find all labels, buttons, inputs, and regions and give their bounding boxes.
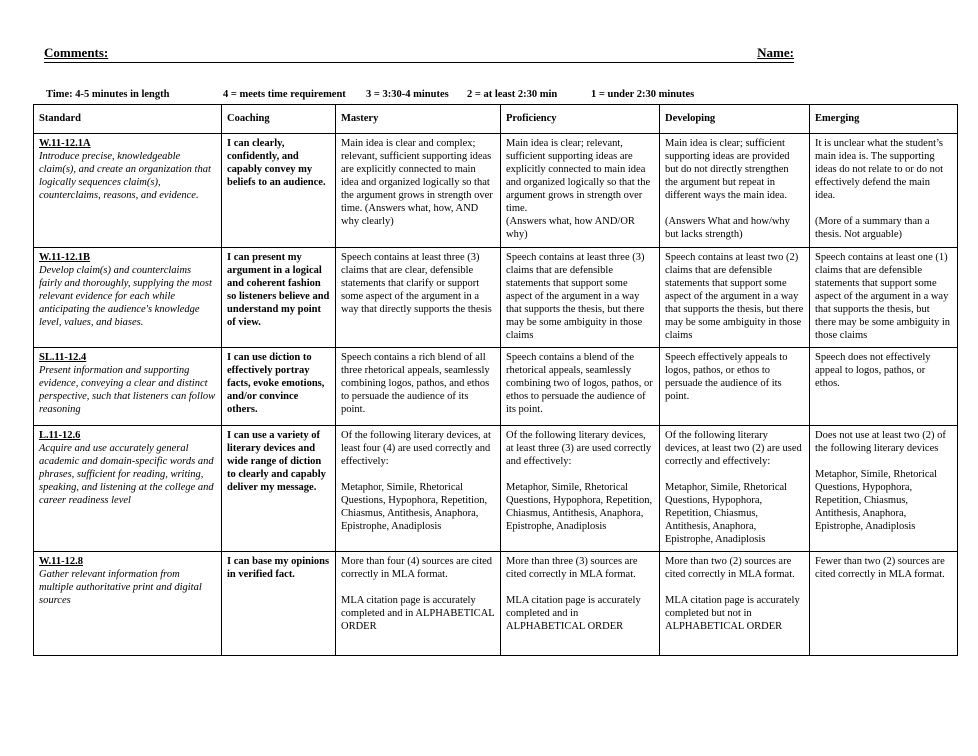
standard-cell: [34, 426, 222, 552]
time-score-4: 4 = meets time requirement: [223, 89, 346, 100]
emerging-text: Does not use at least two (2) of the following literary devices: [815, 430, 946, 454]
proficiency-cell: Speech contains a blend of the rhetorical appeals, seamlessly combining two of logos, pathos, or ethos to persuade the audience of its point.: [501, 348, 660, 426]
standard-code: SL.11-12.4: [39, 352, 87, 363]
time-score-3: 3 = 3:30-4 minutes: [366, 89, 449, 100]
coaching-cell: I can use diction to effectively portray facts, evoke emotions, and/or convince others.: [222, 348, 336, 426]
mastery-text: More than four (4) sources are cited correctly in MLA format.: [341, 556, 493, 580]
developing-cell: [660, 552, 810, 656]
standard-code: W.11-12.1A: [39, 138, 91, 149]
proficiency-cell: [501, 426, 660, 552]
column-header-emerging: Emerging: [810, 105, 958, 134]
mastery-cell: Speech contains a rich blend of all three rhetorical appeals, seamlessly combining logos, pathos, and ethos to persuade the audience of its point.: [336, 348, 501, 426]
proficiency-cell: [501, 552, 660, 656]
emerging-cell: Speech contains at least one (1) claims that are defensible statements that support some aspect of the argument in a way that supports the thesis, but there may be some ambiguity in those claims: [810, 248, 958, 348]
developing-note: MLA citation page is accurately completed but not in ALPHABETICAL ORDER: [665, 595, 800, 632]
proficiency-note: MLA citation page is accurately completed and in ALPHABETICAL ORDER: [506, 595, 641, 632]
standard-cell: [34, 348, 222, 426]
mastery-text: Of the following literary devices, at least four (4) are used correctly and effectively:: [341, 430, 491, 467]
column-header-mastery: Mastery: [336, 105, 501, 134]
standard-code: W.11-12.1B: [39, 252, 90, 263]
developing-text: More than two (2) sources are cited correctly in MLA format.: [665, 556, 795, 580]
standard-code: L.11-12.6: [39, 430, 81, 441]
mastery-cell: [336, 552, 501, 656]
table-row: [34, 552, 958, 656]
emerging-cell: Fewer than two (2) sources are cited correctly in MLA format.: [810, 552, 958, 656]
developing-text: Of the following literary devices, at least two (2) are used correctly and effectively:: [665, 430, 802, 467]
standard-cell: [34, 134, 222, 248]
developing-device-list: Metaphor, Simile, Rhetorical Questions, Hypophora, Repetition, Chiasmus, Antithesis, Anaphora, Epistrophe, Anadiplosis: [665, 482, 788, 545]
emerging-device-list: Metaphor, Simile, Rhetorical Questions, Hypophora, Repetition, Chiasmus, Antithesis, Anaphora, Epistrophe, Anadiplosis: [815, 469, 938, 532]
rubric-table: [33, 104, 958, 656]
developing-cell: Speech contains at least two (2) claims that are defensible statements that support some aspect of the argument in a way that supports the thesis, but there may be some ambiguity in those claims: [660, 248, 810, 348]
proficiency-cell: Speech contains at least three (3) claims that are defensible statements that support some aspect of the argument in a way that supports the thesis, but there may be some ambiguity in those claims: [501, 248, 660, 348]
name-label: Name:: [757, 45, 794, 60]
emerging-note: (More of a summary than a thesis. Not arguable): [815, 216, 930, 240]
proficiency-device-list: Metaphor, Simile, Rhetorical Questions, Hypophora, Repetition, Chiasmus, Antithesis, Anaphora, Epistrophe, Anadiplosis: [506, 482, 653, 532]
emerging-cell: Speech does not effectively appeal to logos, pathos, or ethos.: [810, 348, 958, 426]
coaching-cell: I can base my opinions in verified fact.: [222, 552, 336, 656]
standard-code: W.11-12.8: [39, 556, 83, 567]
standard-description: Develop claim(s) and counterclaims fairly and thoroughly, supplying the most relevant evidence for each while anticipating the audience's knowledge level, values, and biases.: [39, 265, 212, 328]
standard-description: Gather relevant information from multiple authoritative print and digital sources: [39, 569, 202, 606]
column-header-developing: Developing: [660, 105, 810, 134]
table-row: [34, 248, 958, 348]
proficiency-text: More than three (3) sources are cited correctly in MLA format.: [506, 556, 638, 580]
coaching-cell: I can present my argument in a logical and coherent fashion so listeners believe and understand my point of view.: [222, 248, 336, 348]
mastery-cell: Main idea is clear and complex; relevant, sufficient supporting ideas are explicitly connected to main idea and organized logically so that the argument grows in strength over time. (Answers what, how, AND why clearly): [336, 134, 501, 248]
proficiency-note: (Answers what, how AND/OR why): [506, 216, 635, 240]
proficiency-cell: [501, 134, 660, 248]
table-row: [34, 348, 958, 426]
emerging-text: It is unclear what the student’s main idea is. The supporting ideas do not relate to or do not effectively defend the main idea.: [815, 138, 944, 201]
developing-cell: [660, 134, 810, 248]
column-header-coaching: Coaching: [222, 105, 336, 134]
table-row: [34, 426, 958, 552]
developing-cell: Speech effectively appeals to logos, pathos, or ethos to persuade the audience of its point.: [660, 348, 810, 426]
mastery-cell: [336, 426, 501, 552]
standard-cell: [34, 552, 222, 656]
proficiency-text: Of the following literary devices, at least three (3) are used correctly and effectively:: [506, 430, 652, 467]
standard-description: Acquire and use accurately general academic and domain-specific words and phrases, sufficient for reading, writing, speaking, and listening at the college and career readiness level: [39, 443, 214, 506]
table-row: [34, 134, 958, 248]
standard-cell: [34, 248, 222, 348]
time-length: Time: 4-5 minutes in length: [46, 89, 170, 100]
developing-cell: [660, 426, 810, 552]
emerging-cell: [810, 134, 958, 248]
mastery-note: MLA citation page is accurately completed and in ALPHABETICAL ORDER: [341, 595, 495, 632]
developing-text: Main idea is clear; sufficient supporting ideas are provided but do not directly strengthen the argument but repeat in different ways the main idea.: [665, 138, 790, 201]
standard-description: Introduce precise, knowledgeable claim(s), and create an organization that logically sequences claim(s), counterclaims, reasons, and evidence.: [39, 151, 211, 201]
standard-description: Present information and supporting evidence, conveying a clear and distinct perspective, such that listeners can follow reasoning: [39, 365, 216, 415]
emerging-cell: [810, 426, 958, 552]
time-score-1: 1 = under 2:30 minutes: [591, 89, 695, 100]
column-header-proficiency: Proficiency: [501, 105, 660, 134]
coaching-cell: I can clearly, confidently, and capably convey my beliefs to an audience.: [222, 134, 336, 248]
column-header-standard: Standard: [34, 105, 222, 134]
proficiency-text: Main idea is clear; relevant, sufficient supporting ideas are explicitly connected to main idea and organized logically so that the argument grows in strength over time.: [506, 138, 651, 214]
coaching-cell: I can use a variety of literary devices and wide range of diction to clearly and capably deliver my message.: [222, 426, 336, 552]
comments-label: Comments:: [44, 45, 109, 60]
developing-note: (Answers What and how/why but lacks strength): [665, 216, 790, 240]
header-row: [34, 105, 958, 134]
mastery-device-list: Metaphor, Simile, Rhetorical Questions, Hypophora, Repetition, Chiasmus, Antithesis, Anaphora, Epistrophe, Anadiplosis: [341, 482, 488, 532]
time-score-2: 2 = at least 2:30 min: [467, 89, 558, 100]
comments-name-line: [44, 45, 794, 63]
mastery-cell: Speech contains at least three (3) claims that are clear, defensible statements that clarify or support some aspect of the argument in a way that directly supports the thesis: [336, 248, 501, 348]
